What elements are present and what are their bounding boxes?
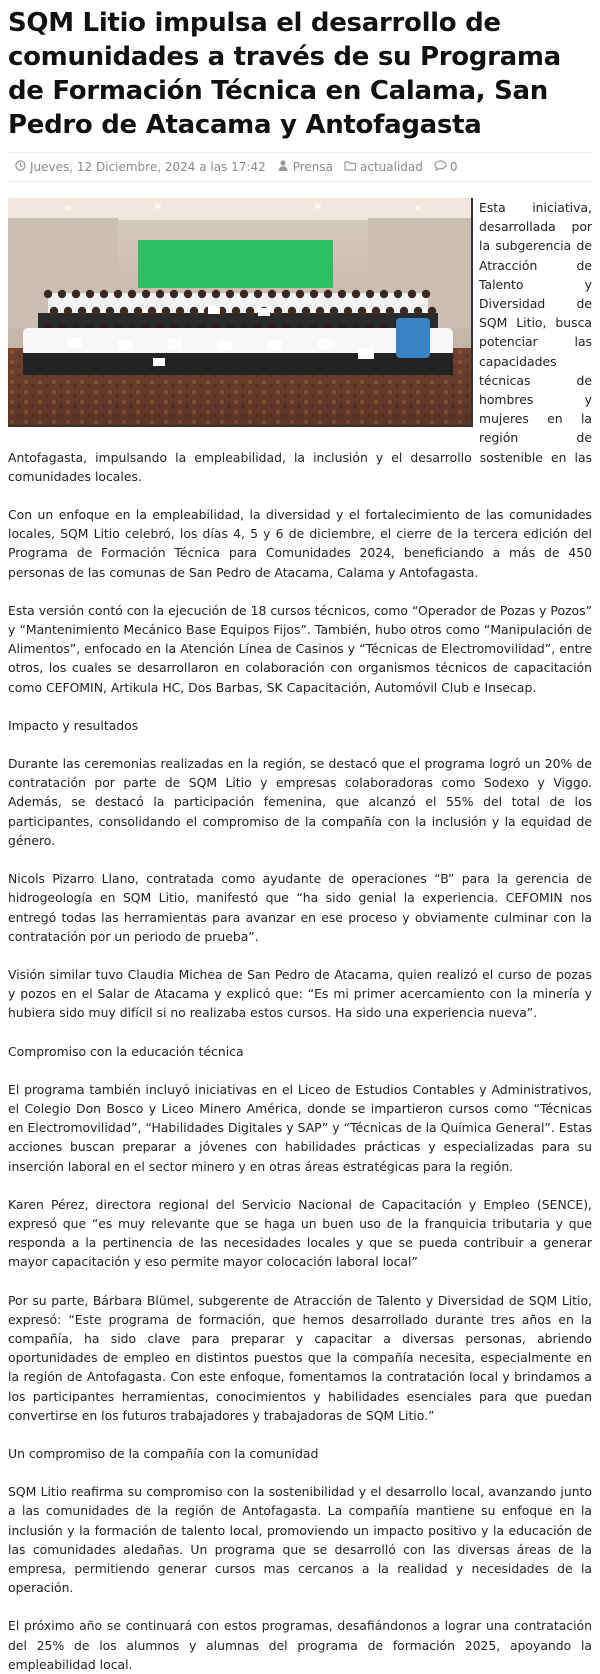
photo-head — [162, 307, 170, 315]
photo-head — [380, 290, 388, 298]
user-icon — [277, 160, 289, 174]
meta-comments-count[interactable]: 0 — [449, 160, 458, 174]
photo-head — [184, 290, 192, 298]
photo-head — [386, 307, 394, 315]
photo-head — [190, 307, 198, 315]
paragraph: Por su parte, Bárbara Blümel, subgerente de Atracción de Talento y Diversidad de SQM Litio, expresó: “Este programa de formación, que hemos desarrollado durante tres años en la compañía, ha sido clave para preparar y capacitar a diversas personas, abriendo oportunidades de empleo en distintos puestos que la compañía necesita, especialmente en la región de Antofagasta. Con este enfoque, fomentamos la contratación local y brindamos a los participantes herramientas, conocimientos y habilidades esenciales para que puedan convertirse en los futuros trabajadores y trabajadoras de SQM Litio.” — [8, 1292, 592, 1423]
meta-date — [14, 160, 266, 174]
photo-head — [50, 307, 58, 315]
meta-comments[interactable] — [434, 160, 458, 174]
photo-head — [268, 290, 276, 298]
photo-head — [330, 307, 338, 315]
photo-head — [372, 307, 380, 315]
paragraph: Nicols Pizarro Llano, contratada como ayudante de operaciones “B” para la gerencia de hidrogeología en SQM Litio, manifestó que “ha sido genial la experiencia. CEFOMIN nos entregó todas las herramientas para avanzar en ese proceso y obviamente culminar con la contratación por un periodo de prueba”. — [8, 871, 592, 944]
photo-head — [352, 290, 360, 298]
photo-head — [114, 290, 122, 298]
photo-head — [394, 290, 402, 298]
photo-head — [142, 290, 150, 298]
photo-head — [274, 307, 282, 315]
photo-head — [120, 307, 128, 315]
photo-head — [44, 290, 52, 298]
photo-head — [134, 307, 142, 315]
photo-head — [92, 307, 100, 315]
photo-head — [128, 290, 136, 298]
article-meta — [8, 152, 592, 182]
meta-author[interactable] — [277, 160, 333, 174]
group-photo-image — [8, 198, 473, 427]
photo-head — [358, 307, 366, 315]
article-body — [8, 198, 592, 1674]
paragraph: Con un enfoque en la empleabilidad, la diversidad y el fortalecimiento de las comunidades locales, SQM Litio celebró, los días 4, 5 y 6 de diciembre, el cierre de la tercera edición del Programa de Formación Técnica para Comunidades 2024, beneficiando a más de 450 personas de las comunas de San Pedro de Atacama, Calama y Antofagasta. — [8, 507, 592, 580]
paragraph: Durante las ceremonias realizadas en la región, se destacó que el programa logró un 20% de contratación por parte de SQM Litio y empresas colaboradoras como Sodexo y Viggo. Además, se destacó la participación femenina, que alcanzó el 55% del total de los participantes, consolidando el compromiso de la compañía con la inclusión y la equidad de género. — [8, 756, 592, 848]
photo-head — [408, 290, 416, 298]
photo-head — [366, 290, 374, 298]
photo-head — [72, 290, 80, 298]
photo-head — [156, 290, 164, 298]
photo-head — [58, 290, 66, 298]
photo-head — [64, 307, 72, 315]
section-heading-impact: Impacto y resultados — [8, 717, 139, 733]
photo-head — [176, 307, 184, 315]
comment-icon — [434, 160, 446, 174]
paragraph: El programa también incluyó iniciativas en el Liceo de Estudios Contables y Administrativos, el Colegio Don Bosco y Liceo Minero América, donde se impartieron cursos como “Técnicas en Electromovilidad”, “Habilidades Digitales y SAP” y “Técnicas de la Química General”. Estas acciones buscan preparar a jóvenes con habilidades prácticas y especializadas para su inserción laboral en el sector minero y en otras áreas estratégicas para la región. — [8, 1081, 592, 1174]
paragraph: SQM Litio reafirma su compromiso con la sostenibilidad y el desarrollo local, avanzando junto a las comunidades de la región de Antofagasta. La compañía mantiene su enfoque en la inclusión y la formación de talento local, promoviendo un impacto positivo y la educación de las comunidades aledañas. Un programa que se desarrolló con las diversas áreas de la empresa, permitiendo generar cursos mas cercanos a la realidad y necesidades de la operación. — [8, 1484, 592, 1596]
photo-head — [148, 307, 156, 315]
photo-head — [212, 290, 220, 298]
photo-head — [100, 290, 108, 298]
section-heading-community: Un compromiso de la compañía con la comunidad — [8, 1445, 319, 1461]
paragraph-intro: Esta iniciativa, desarrollada por la subgerencia de Atracción de Talento y Diversidad de SQM Litio, busca potenciar las capacidades técnicas de hombres y mujeres en la región de Antofagasta, impulsando la empleabilidad, la inclusión y el desarrollo sostenible en las comunidades locales. — [8, 200, 592, 484]
section-heading-education: Compromiso con la educación técnica — [8, 1043, 244, 1059]
folder-icon — [344, 160, 356, 174]
photo-head — [296, 290, 304, 298]
paragraph: Visión similar tuvo Claudia Michea de San Pedro de Atacama, quien realizó el curso de pozas y pozos en el Salar de Atacama y explicó que: “Es mi primer acercamiento con la minería y hubiera sido muy difícil si no realizaba estos cursos. Ha sido una experiencia nueva”. — [8, 966, 592, 1021]
meta-date-text: Jueves, 12 Diciembre, 2024 a las 17:42 — [30, 160, 266, 174]
meta-category[interactable] — [344, 160, 423, 174]
photo-head — [240, 290, 248, 298]
photo-head — [310, 290, 318, 298]
photo-head — [414, 307, 422, 315]
photo-head — [86, 290, 94, 298]
photo-head — [316, 307, 324, 315]
paragraph: Esta versión contó con la ejecución de 18 cursos técnicos, como “Operador de Pozas y Pozos” y “Mantenimiento Mecánico Base Equipos Fijos”. También, hubo otros como “Manipulación de Alimentos”, enfocado en la Atención Línea de Casinos y “Técnicas de Electromovilidad”, entre otros, los cuales se desarrollaron en colaboración con organismos técnicos de capacitación como CEFOMIN, Artikula HC, Dos Barbas, SK Capacitación, Automóvil Club e Insecap. — [8, 602, 592, 695]
photo-head — [422, 290, 430, 298]
photo-head — [400, 307, 408, 315]
photo-head — [254, 290, 262, 298]
photo-head — [344, 307, 352, 315]
article-title: SQM Litio impulsa el desarrollo de comunidades a través de su Programa de Formación Técnica en Calama, San Pedro de Atacama y Antofagasta — [8, 8, 561, 140]
meta-category-text[interactable]: actualidad — [360, 160, 423, 174]
clock-icon — [14, 160, 26, 174]
group-photo — [8, 198, 473, 427]
paragraph: Karen Pérez, directora regional del Servicio Nacional de Capacitación y Empleo (SENCE), expresó que “es muy relevante que se haga un buen uso de la franquicia tributaria y que responda a la pertinencia de las necesidades locales y que se pueda contribuir a generar mayor capacitación y eso permite mayor colocación laboral local” — [8, 1196, 592, 1270]
photo-head — [78, 307, 86, 315]
photo-head — [170, 290, 178, 298]
photo-head — [246, 307, 254, 315]
photo-head — [282, 290, 290, 298]
meta-author-text[interactable]: Prensa — [292, 160, 334, 174]
photo-head — [232, 307, 240, 315]
photo-head — [302, 307, 310, 315]
photo-head — [226, 290, 234, 298]
photo-head — [288, 307, 296, 315]
photo-head — [428, 307, 436, 315]
photo-head — [198, 290, 206, 298]
photo-head — [324, 290, 332, 298]
photo-head — [106, 307, 114, 315]
paragraph: El próximo año se continuará con estos programas, desafiándonos a lograr una contratación del 25% de los alumnos y alumnas del programa de formación 2025, apoyando la empleabilidad local. — [8, 1618, 592, 1672]
photo-head — [338, 290, 346, 298]
